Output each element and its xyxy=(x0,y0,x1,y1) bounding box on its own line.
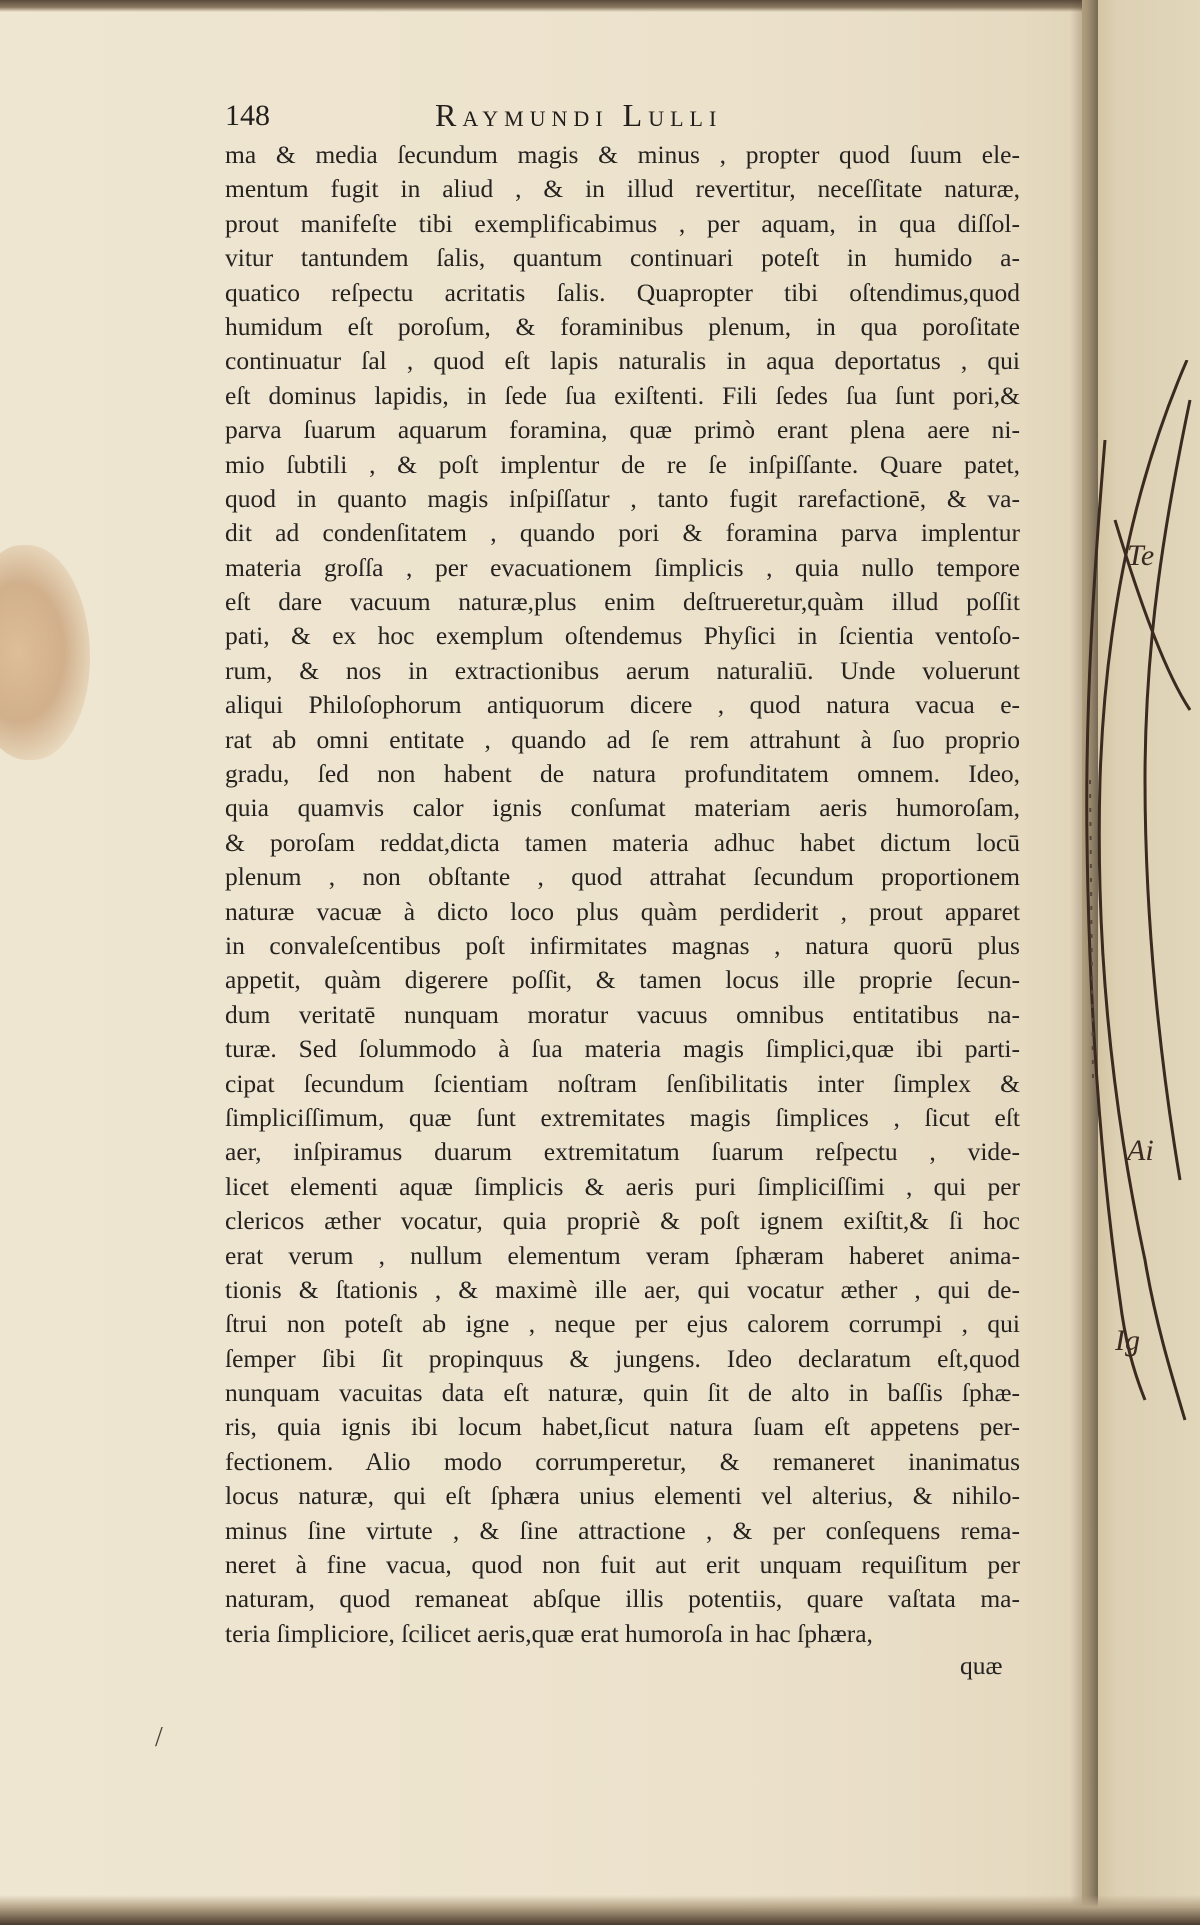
text-line: clericos æther vocatur, quia propriè & poſt ignem exiſtit,& ſi hoc xyxy=(225,1206,1020,1236)
text-line: vitur tantundem ſalis, quantum continuari poteſt in humido a- xyxy=(225,243,1020,273)
text-line: in convaleſcentibus poſt infirmitates magnas , natura quorū plus xyxy=(225,930,1020,960)
text-line: naturæ vacuæ à dicto loco plus quàm perdiderit , prout apparet xyxy=(225,896,1020,926)
text-line: humidum eſt poroſum, & foraminibus plenum, in qua poroſitate xyxy=(225,311,1020,341)
running-head: Raymundi Lulli xyxy=(435,97,723,133)
text-line: mentum fugit in aliud , & in illud revertitur, neceſſitate naturæ, xyxy=(225,174,1020,204)
figure-outer-curve xyxy=(1099,360,1187,1420)
text-line: aer, inſpiramus duarum extremitatum ſuarum reſpectu , vide- xyxy=(225,1137,1020,1167)
text-line: cipat ſecundum ſcientiam noſtram ſenſibilitatis inter ſimplex & xyxy=(225,1068,1020,1098)
text-line: turæ. Sed ſolummodo à ſua materia magis ſimplici,quæ ibi parti- xyxy=(225,1034,1020,1064)
figure-glyph-lower: Ig xyxy=(1115,1324,1140,1357)
text-line: quia quamvis calor ignis conſumat materiam aeris humoroſam, xyxy=(225,793,1020,823)
catchword: quæ xyxy=(960,1651,1003,1680)
text-line: eſt dare vacuum naturæ,plus enim deſtrueretur,quàm illud poſſit xyxy=(225,587,1020,617)
text-line: dum veritatē nunquam moratur vacuus omnibus entitatibus na- xyxy=(225,999,1020,1029)
text-line: ſemper ſibi ſit propinquus & jungens. Ideo declaratum eſt,quod xyxy=(225,1343,1020,1373)
body-text xyxy=(225,138,1020,1651)
text-line: ma & media ſecundum magis & minus , propter quod ſuum ele- xyxy=(225,140,1020,169)
page-number: 148 xyxy=(225,99,270,132)
marginal-figure-illustration xyxy=(1075,360,1195,1440)
figure-inner-curve xyxy=(1145,400,1190,1180)
text-line: aliqui Philoſophorum antiquorum dicere , quod natura vacua e- xyxy=(225,690,1020,720)
text-line: ſtrui non poteſt ab igne , neque per ejus calorem corrumpi , qui xyxy=(225,1309,1020,1339)
marginal-mark: / xyxy=(155,1722,163,1753)
text-line: parva ſuarum aquarum foramina, quæ primò erant plena aere ni- xyxy=(225,415,1020,445)
text-line: continuatur ſal , quod eſt lapis naturalis in aqua deportatus , qui xyxy=(225,346,1020,376)
text-line: plenum , non obſtante , quod attrahat ſecundum proportionem xyxy=(225,862,1020,892)
text-line: eſt dominus lapidis, in ſede ſua exiſtenti. Fili ſedes ſua ſunt pori,& xyxy=(225,380,1020,410)
text-line: tionis & ſtationis , & maximè ille aer, qui vocatur æther , qui de- xyxy=(225,1274,1020,1304)
text-line: materia groſſa , per evacuationem ſimplicis , quia nullo tempore xyxy=(225,552,1020,582)
text-line: neret à fine vacua, quod non fuit aut erit unquam requiſitum per xyxy=(225,1550,1020,1580)
text-line: pati, & ex hoc exemplum oſtendemus Phyſici in ſcientia ventoſo- xyxy=(225,621,1020,651)
text-line: naturam, quod remaneat abſque illis potentiis, quare vaſtata ma- xyxy=(225,1584,1020,1614)
text-line: locus naturæ, qui eſt ſphæra unius elementi vel alterius, & nihilo- xyxy=(225,1481,1020,1511)
page-top-edge xyxy=(0,0,1200,12)
text-line: ris, quia ignis ibi locum habet,ſicut natura ſuam eſt appetens per- xyxy=(225,1412,1020,1442)
text-line: prout manifeſte tibi exemplificabimus , per aquam, in qua diſſol- xyxy=(225,208,1020,238)
text-line: quatico reſpectu acritatis ſalis. Quapropter tibi oſtendimus,quod xyxy=(225,277,1020,307)
text-line: teria ſimpliciore, ſcilicet aeris,quæ erat humoroſa in hac ſphæra, xyxy=(225,1618,873,1648)
text-line: licet elementi aquæ ſimplicis & aeris puri ſimpliciſſimi , qui per xyxy=(225,1171,1020,1201)
page-bottom-edge xyxy=(0,1895,1200,1925)
figure-glyph-upper: Te xyxy=(1127,539,1155,572)
text-line: mio ſubtili , & poſt implentur de re ſe inſpiſſante. Quare patet, xyxy=(225,449,1020,479)
text-line: & poroſam reddat,dicta tamen materia adhuc habet dictum locū xyxy=(225,827,1020,857)
text-line: rat ab omni entitate , quando ad ſe rem attrahunt à ſuo proprio xyxy=(225,724,1020,754)
figure-glyph-middle: Ai xyxy=(1127,1134,1154,1167)
text-line: fectionem. Alio modo corrumperetur, & remaneret inanimatus xyxy=(225,1446,1020,1476)
tissue-stain xyxy=(0,545,90,760)
text-line: rum, & nos in extractionibus aerum naturaliū. Unde voluerunt xyxy=(225,655,1020,685)
page-header xyxy=(225,93,815,137)
text-line: minus ſine virtute , & ſine attractione , & per conſequens rema- xyxy=(225,1515,1020,1545)
text-line: gradu, ſed non habent de natura profunditatem omnem. Ideo, xyxy=(225,759,1020,789)
text-line: appetit, quàm digerere poſſit, & tamen locus ille proprie ſecun- xyxy=(225,965,1020,995)
text-line: dit ad condenſitatem , quando pori & foramina parva implentur xyxy=(225,518,1020,548)
text-line: quod in quanto magis inſpiſſatur , tanto fugit rarefactionē, & va- xyxy=(225,483,1020,513)
text-line: ſimpliciſſimum, quæ ſunt extremitates magis ſimplices , ſicut eſt xyxy=(225,1102,1020,1132)
text-line: erat verum , nullum elementum veram ſphæram haberet anima- xyxy=(225,1240,1020,1270)
text-line: nunquam vacuitas data eſt naturæ, quin ſit de alto in baſſis ſphæ- xyxy=(225,1378,1020,1408)
